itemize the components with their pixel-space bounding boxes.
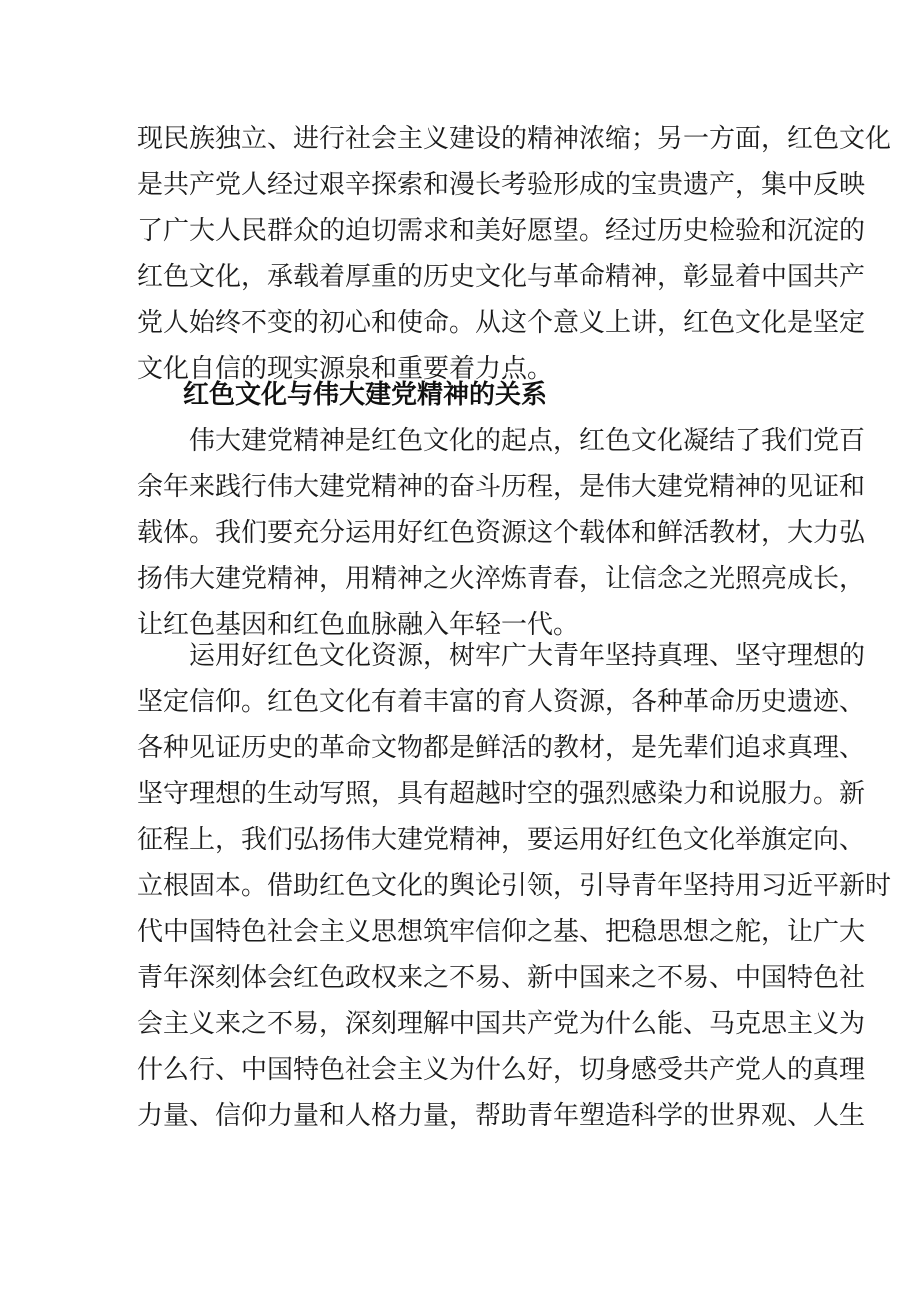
paragraph-line: 余年来践行伟大建党精神的奋斗历程，是伟大建党精神的见证和 [137, 472, 866, 502]
paragraph-line: 现民族独立、进行社会主义建设的精神浓缩；另一方面，红色文化 [137, 124, 892, 154]
paragraph-line: 让红色基因和红色血脉融入年轻一代。 [137, 610, 580, 640]
paragraph-line: 文化自信的现实源泉和重要着力点。 [137, 354, 554, 384]
paragraph-line: 青年深刻体会红色政权来之不易、新中国来之不易、中国特色社 [137, 963, 866, 993]
paragraph-1 [137, 116, 892, 392]
paragraph-line: 立根固本。借助红色文化的舆论引领，引导青年坚持用习近平新时 [137, 871, 892, 901]
paragraph-line: 坚守理想的生动写照，具有超越时空的强烈感染力和说服力。新 [137, 779, 866, 809]
section-heading: 红色文化与伟大建党精神的关系 [183, 380, 548, 410]
paragraph-2 [137, 418, 866, 648]
paragraph-line: 代中国特色社会主义思想筑牢信仰之基、把稳思想之舵，让广大 [137, 917, 866, 947]
paragraph-line: 载体。我们要充分运用好红色资源这个载体和鲜活教材，大力弘 [137, 518, 866, 548]
paragraph-line: 什么行、中国特色社会主义为什么好，切身感受共产党人的真理 [137, 1055, 866, 1085]
paragraph-line: 是共产党人经过艰辛探索和漫长考验形成的宝贵遗产，集中反映 [137, 170, 866, 200]
paragraph-line: 了广大人民群众的迫切需求和美好愿望。经过历史检验和沉淀的 [137, 216, 866, 246]
paragraph-line: 扬伟大建党精神，用精神之火淬炼青春，让信念之光照亮成长， [137, 564, 866, 594]
paragraph-line: 运用好红色文化资源，树牢广大青年坚持真理、坚守理想的 [189, 641, 866, 671]
paragraph-line: 党人始终不变的初心和使命。从这个意义上讲，红色文化是坚定 [137, 308, 866, 338]
paragraph-line: 各种见证历史的革命文物都是鲜活的教材，是先辈们追求真理、 [137, 733, 866, 763]
paragraph-line: 会主义来之不易，深刻理解中国共产党为什么能、马克思主义为 [137, 1009, 866, 1039]
paragraph-line: 红色文化，承载着厚重的历史文化与革命精神，彰显着中国共产 [137, 262, 866, 292]
paragraph-line: 征程上，我们弘扬伟大建党精神，要运用好红色文化举旗定向、 [137, 825, 866, 855]
paragraph-line: 伟大建党精神是红色文化的起点，红色文化凝结了我们党百 [189, 426, 866, 456]
paragraph-3 [137, 633, 892, 1139]
paragraph-line: 坚定信仰。红色文化有着丰富的育人资源，各种革命历史遗迹、 [137, 687, 866, 717]
paragraph-line: 力量、信仰力量和人格力量，帮助青年塑造科学的世界观、人生 [137, 1101, 866, 1131]
